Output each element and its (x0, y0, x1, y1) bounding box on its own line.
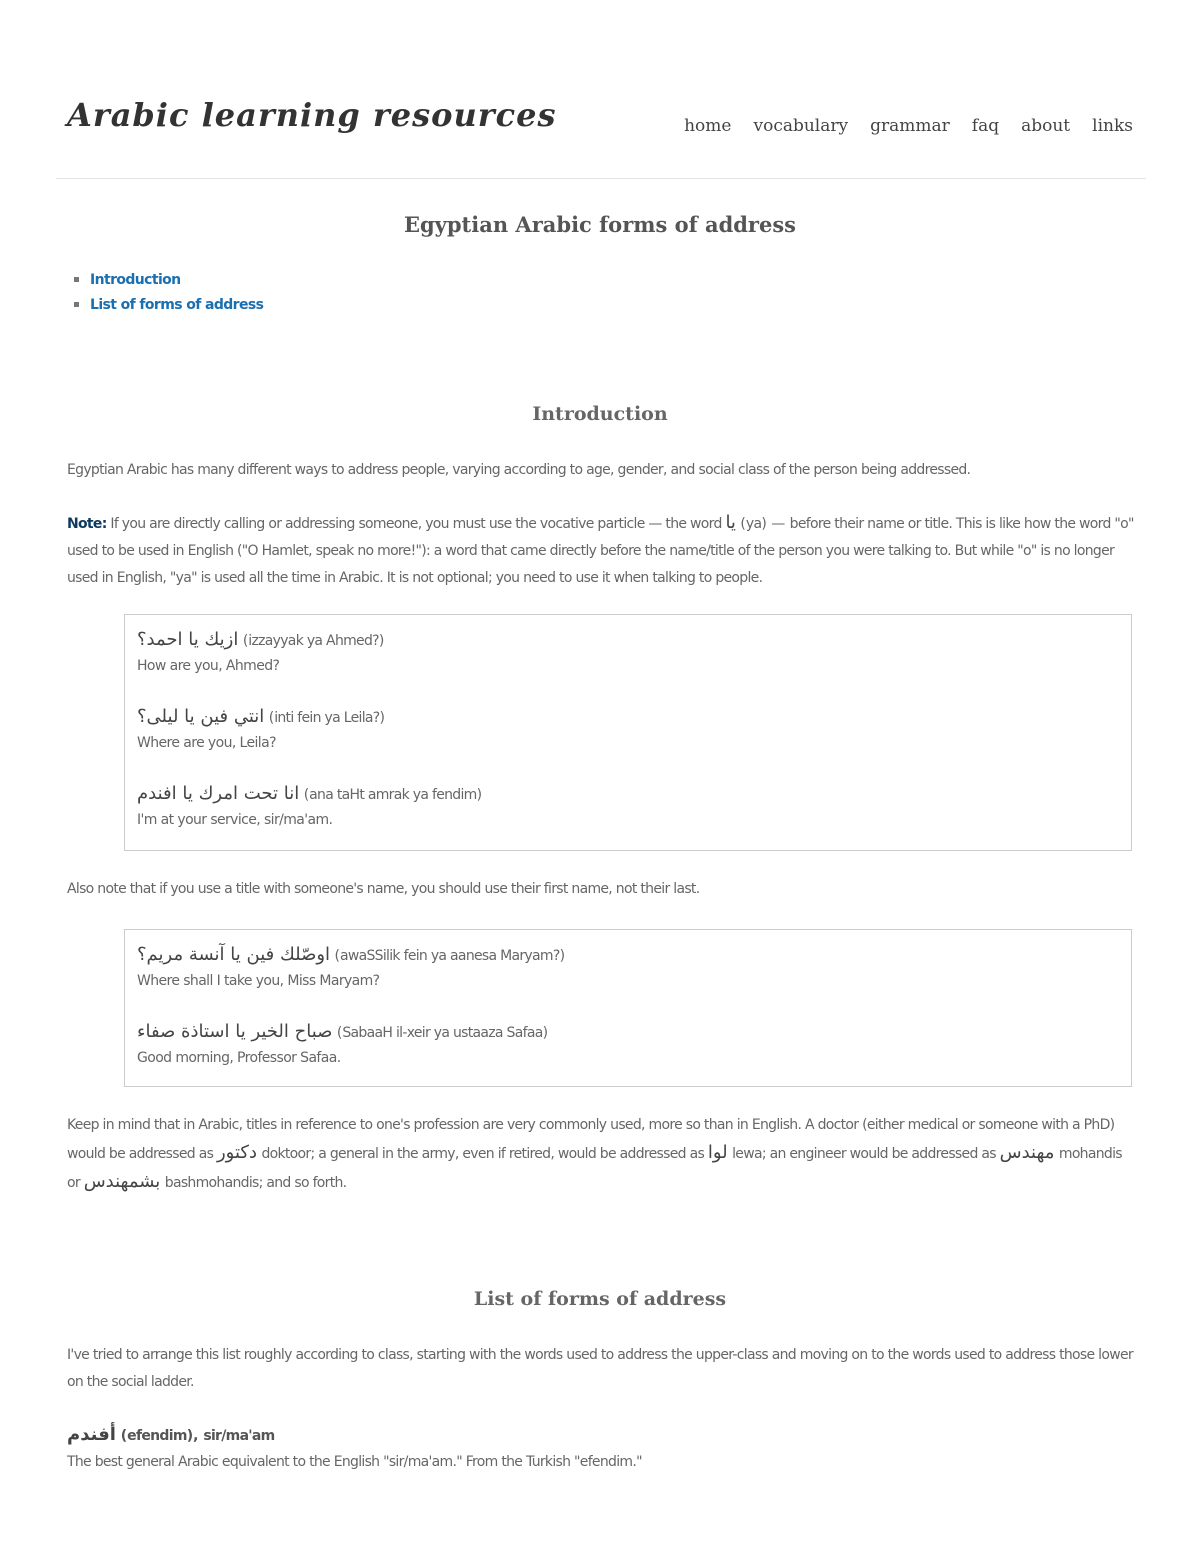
example-translation: How are you, Ahmed? (137, 658, 280, 674)
arabic-word-mohandis: مهندس (999, 1142, 1055, 1163)
first-name-note: Also note that if you use a title with someone's name, you should use their first name, not their last. (67, 881, 700, 897)
example-translation: Where shall I take you, Miss Maryam? (137, 973, 380, 989)
note-text-b: (ya) — before their name or title. This is like how the word "o" used to be used in English ("O Hamlet, speak no more!"): a word that came directly before the name/title of the person you were talking to. But while "o" is no longer used in English, "ya" is used all the time in Arabic. It is not optional; you need to use it when talking to people. (67, 516, 1134, 586)
list-intro-paragraph: I've tried to arrange this list roughly according to class, starting with the words used to address the upper-class and moving on to the words used to address those lower on the social ladder. (67, 1347, 1133, 1390)
nav-grammar[interactable]: grammar (870, 116, 950, 136)
text-run: doktoor; a general in the army, even if retired, would be addressed as (261, 1146, 705, 1162)
example-transliteration: (SabaaH il-xeir ya ustaaza Safaa) (336, 1025, 549, 1041)
example-arabic: انتي فين يا ليلى؟ (137, 706, 265, 727)
example-arabic: اوصّلك فين يا آنسة مريم؟ (137, 944, 331, 965)
term-definition: The best general Arabic equivalent to the English "sir/ma'am." From the Turkish "efendim." (67, 1454, 642, 1470)
text-run: bashmohandis; and so forth. (164, 1175, 347, 1191)
example-box-vocative (124, 614, 1132, 851)
example-item (137, 704, 1119, 755)
example-arabic: انا تحت امرك يا افندم (137, 783, 300, 804)
section-heading-introduction: Introduction (532, 403, 668, 425)
text-run: mohandis or (67, 1146, 1122, 1191)
example-arabic: صباح الخير يا استاذة صفاء (137, 1021, 333, 1042)
example-item (137, 627, 1119, 678)
toc-link-introduction[interactable]: Introduction (72, 268, 263, 293)
arabic-word-doktoor: دكتور (216, 1142, 257, 1163)
note-paragraph (67, 509, 1135, 592)
intro-paragraph: Egyptian Arabic has many different ways to address people, varying according to age, gender, and social class of the person being addressed. (67, 462, 971, 478)
main-nav (684, 116, 1133, 136)
example-item (137, 942, 1119, 993)
text-run: Keep in mind that in Arabic, titles in reference to one's profession are very commonly used, more so than in English. A doctor (either medical or someone with a PhD) would be addressed as (67, 1117, 1115, 1162)
arabic-word-lewa: لوا (707, 1142, 728, 1163)
example-translation: I'm at your service, sir/ma'am. (137, 812, 333, 828)
toc-link-list-of-forms[interactable]: List of forms of address (72, 293, 263, 318)
header-divider (56, 178, 1146, 179)
example-transliteration: (awaSSilik fein ya aanesa Maryam?) (334, 948, 566, 964)
nav-home[interactable]: home (684, 116, 732, 136)
example-translation: Good morning, Professor Safaa. (137, 1050, 341, 1066)
nav-faq[interactable]: faq (971, 116, 1000, 136)
example-item (137, 781, 1119, 832)
example-translation: Where are you, Leila? (137, 735, 276, 751)
term-heading: (efendim), sir/ma'am (120, 1428, 275, 1444)
example-box-titles (124, 929, 1132, 1087)
example-transliteration: (ana taHt amrak ya fendim) (303, 787, 483, 803)
profession-titles-paragraph (67, 1112, 1135, 1197)
nav-vocabulary[interactable]: vocabulary (753, 116, 849, 136)
example-transliteration: (izzayyak ya Ahmed?) (242, 633, 385, 649)
site-title[interactable]: Arabic learning resources (67, 96, 557, 134)
table-of-contents (72, 268, 263, 318)
note-text-a: If you are directly calling or addressing someone, you must use the vocative particle — the word (110, 516, 722, 532)
example-transliteration: (inti fein ya Leila?) (268, 710, 385, 726)
arabic-word-bashmohandis: بشمهندس (83, 1171, 161, 1192)
note-label: Note: (67, 516, 107, 532)
nav-about[interactable]: about (1021, 116, 1071, 136)
term-entry-efendim (67, 1422, 1135, 1475)
text-run: lewa; an engineer would be addressed as (732, 1146, 996, 1162)
section-heading-list: List of forms of address (473, 1288, 727, 1310)
example-arabic: ازيك يا احمد؟ (137, 629, 239, 650)
nav-links[interactable]: links (1092, 116, 1133, 136)
page-title: Egyptian Arabic forms of address (403, 212, 797, 237)
arabic-word-ya: يا (725, 512, 736, 533)
term-arabic: أفندم (67, 1424, 116, 1445)
example-item (137, 1019, 1119, 1070)
